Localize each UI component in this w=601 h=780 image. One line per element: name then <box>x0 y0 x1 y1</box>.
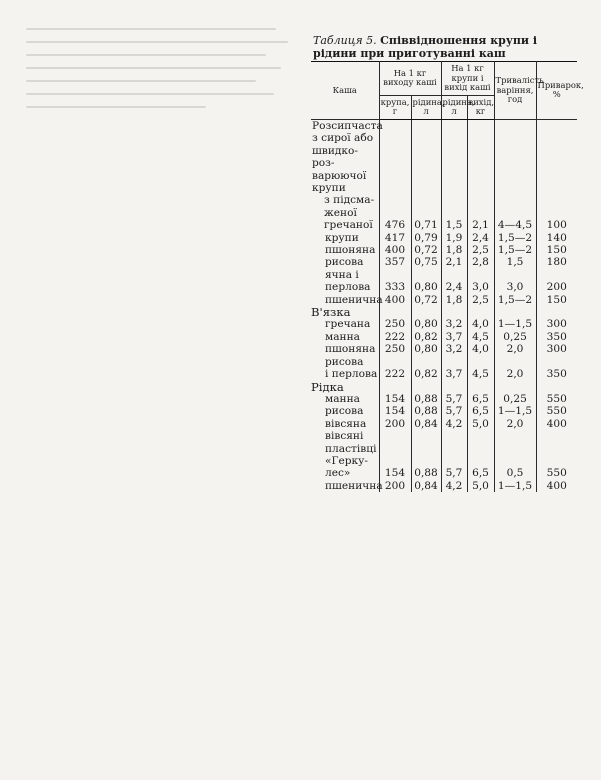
cell-vykhid: 6,5 <box>467 430 494 480</box>
cell-pryvarok: 150 <box>536 294 577 306</box>
table-header <box>311 62 584 120</box>
empty-cell <box>441 306 467 318</box>
cell-time: 2,0 <box>494 343 536 355</box>
row-name <box>311 256 379 268</box>
cell-pryvarok: 400 <box>536 418 577 430</box>
header-ridyna-2: рідина, л <box>441 95 467 119</box>
section-name-line: роз- <box>312 157 335 170</box>
section-name-line: Рідка <box>311 379 344 394</box>
row-name <box>311 356 379 381</box>
row-name <box>311 405 379 417</box>
row-name <box>311 119 383 232</box>
table-caption <box>313 34 575 60</box>
cell-pryvarok: 400 <box>536 480 577 492</box>
row-name <box>311 269 379 294</box>
cell-vykhid: 3,0 <box>467 269 494 294</box>
cell-pryvarok: 140 <box>536 232 577 244</box>
empty-cell <box>467 306 494 318</box>
header-increase: Приварок, % <box>536 62 577 120</box>
cell-r2: 2,1 <box>441 256 467 268</box>
row-name-line: вівсяні <box>325 430 364 443</box>
cell-vykhid: 5,0 <box>467 480 494 492</box>
cell-r1: 0,72 <box>411 244 441 256</box>
row-name-line: перлова <box>325 281 371 294</box>
cell-time: 3,0 <box>494 269 536 294</box>
cell-r1: 0,82 <box>411 356 441 381</box>
table-row <box>311 393 577 405</box>
row-name-line: лес» <box>325 467 351 480</box>
cell-vykhid: 4,5 <box>467 356 494 381</box>
row-name <box>311 479 383 492</box>
table-title: Співвідношення крупи і рідини при приготуванні каш <box>313 34 538 60</box>
table-row <box>311 119 577 231</box>
cell-krupa: 400 <box>379 294 411 306</box>
cell-pryvarok: 550 <box>536 405 577 417</box>
cell-r2: 3,2 <box>441 318 467 330</box>
row-name-line: манна <box>325 392 360 405</box>
cell-time: 1,5—2 <box>494 294 536 306</box>
table-row <box>311 331 577 343</box>
empty-cell <box>379 381 411 393</box>
cell-pryvarok: 550 <box>536 430 577 480</box>
cell-r1: 0,88 <box>411 393 441 405</box>
cell-pryvarok: 150 <box>536 244 577 256</box>
cell-r2: 4,2 <box>441 480 467 492</box>
cell-krupa: 417 <box>379 232 411 244</box>
cell-pryvarok: 300 <box>536 343 577 355</box>
section-name <box>311 306 379 318</box>
cell-krupa: 400 <box>379 244 411 256</box>
table-row <box>311 269 577 294</box>
empty-cell <box>441 381 467 393</box>
cell-r2: 1,8 <box>441 294 467 306</box>
cell-r1: 0,82 <box>411 331 441 343</box>
cell-r1: 0,88 <box>411 430 441 480</box>
cell-r1: 0,80 <box>411 269 441 294</box>
porridge-ratio-table <box>311 61 584 492</box>
cell-vykhid: 4,0 <box>467 318 494 330</box>
cell-r1: 0,79 <box>411 232 441 244</box>
table-row <box>311 244 577 256</box>
row-name-line: «Герку- <box>325 454 368 467</box>
empty-cell <box>411 381 441 393</box>
table-row <box>311 430 577 480</box>
cell-r2: 3,7 <box>441 356 467 381</box>
cell-pryvarok: 200 <box>536 269 577 294</box>
empty-cell <box>494 306 536 318</box>
empty-cell <box>411 306 441 318</box>
section-name-line: швидко- <box>312 144 358 157</box>
cell-r2: 5,7 <box>441 405 467 417</box>
row-name-line: пластівці <box>325 442 377 455</box>
row-name-line: пшоняна <box>325 244 376 257</box>
cell-vykhid: 2,5 <box>467 244 494 256</box>
cell-r2: 1,9 <box>441 232 467 244</box>
header-per-kg-output: На 1 кг виходу каші <box>379 62 441 96</box>
cell-r1: 0,84 <box>411 418 441 430</box>
cell-krupa: 250 <box>379 343 411 355</box>
row-name <box>311 232 379 244</box>
row-name-line: женої <box>324 206 357 219</box>
row-name-line: гречаної <box>324 219 373 232</box>
table-row <box>311 318 577 330</box>
cell-krupa: 250 <box>379 318 411 330</box>
cell-time: 1—1,5 <box>494 480 536 492</box>
cell-r2: 3,2 <box>441 343 467 355</box>
cell-krupa: 222 <box>379 331 411 343</box>
cell-vykhid: 6,5 <box>467 405 494 417</box>
section-name-line: варюючої <box>312 169 367 182</box>
row-name-line: рисова <box>325 405 364 418</box>
row-name <box>311 430 379 480</box>
row-name <box>311 318 379 330</box>
section-name-line: крупи <box>312 182 346 194</box>
cell-time: 0,25 <box>494 393 536 405</box>
cell-r1: 0,80 <box>411 318 441 330</box>
cell-pryvarok: 350 <box>536 331 577 343</box>
cell-krupa: 154 <box>379 430 411 480</box>
row-name-line: пшенична <box>325 479 383 492</box>
cell-pryvarok: 550 <box>536 393 577 405</box>
section-name-line: В'язка <box>311 305 351 320</box>
cell-vykhid: 2,1 <box>467 119 494 231</box>
section-row <box>311 381 577 393</box>
row-name-line: крупи <box>325 231 359 244</box>
table-row <box>311 356 577 381</box>
cell-time: 1,5—2 <box>494 232 536 244</box>
header-vykhid: вихід, кг <box>467 95 494 119</box>
header-per-kg-grain: На 1 кг крупи і вихід каші <box>441 62 494 96</box>
empty-cell <box>379 306 411 318</box>
section-name <box>311 381 379 393</box>
header-duration: Тривалість варіння, год <box>494 62 536 120</box>
cell-krupa: 476 <box>379 119 411 231</box>
cell-time: 0,25 <box>494 331 536 343</box>
cell-krupa: 357 <box>379 256 411 268</box>
empty-cell <box>536 306 577 318</box>
empty-cell <box>494 381 536 393</box>
section-name-line: Розсипчаста <box>312 119 383 132</box>
cell-r1: 0,75 <box>411 256 441 268</box>
cell-r2: 1,8 <box>441 244 467 256</box>
row-name-line: вівсяна <box>325 417 367 430</box>
cell-r1: 0,88 <box>411 405 441 417</box>
table-label: Таблиця 5. <box>313 34 377 47</box>
cell-time: 4—4,5 <box>494 119 536 231</box>
cell-krupa: 154 <box>379 405 411 417</box>
table-row <box>311 405 577 417</box>
cell-vykhid: 2,8 <box>467 256 494 268</box>
cell-vykhid: 2,5 <box>467 294 494 306</box>
row-name-sub <box>312 194 374 231</box>
row-name-line: з підсма- <box>324 194 375 207</box>
section-name-line: з сирої або <box>312 132 374 145</box>
cell-krupa: 333 <box>379 269 411 294</box>
cell-r1: 0,72 <box>411 294 441 306</box>
row-name <box>311 393 379 405</box>
cell-r2: 5,7 <box>441 430 467 480</box>
row-name-line: пшоняна <box>325 343 376 356</box>
table-row <box>311 480 577 492</box>
header-krupa: крупа, г <box>379 95 411 119</box>
table-row <box>311 343 577 355</box>
cell-time: 1—1,5 <box>494 405 536 417</box>
row-name-line: пшенична <box>325 293 383 306</box>
cell-r1: 0,80 <box>411 343 441 355</box>
empty-cell <box>467 381 494 393</box>
reverse-side-bleed <box>26 28 296 119</box>
cell-r2: 2,4 <box>441 269 467 294</box>
cell-vykhid: 4,0 <box>467 343 494 355</box>
cell-r2: 4,2 <box>441 418 467 430</box>
table-row <box>311 232 577 244</box>
header-kasha: Каша <box>311 62 379 120</box>
cell-krupa: 200 <box>379 480 411 492</box>
cell-time: 1,5—2 <box>494 244 536 256</box>
cell-r1: 0,84 <box>411 480 441 492</box>
cell-r1: 0,71 <box>411 119 441 231</box>
cell-pryvarok: 180 <box>536 256 577 268</box>
row-name <box>311 343 379 355</box>
section-row <box>311 306 577 318</box>
cell-krupa: 200 <box>379 418 411 430</box>
cell-pryvarok: 100 <box>536 119 577 231</box>
table-row <box>311 256 577 268</box>
cell-time: 0,5 <box>494 430 536 480</box>
row-name-line: і перлова <box>325 368 378 381</box>
header-ridyna-1: рідина, л <box>411 95 441 119</box>
cell-pryvarok: 350 <box>536 356 577 381</box>
cell-time: 2,0 <box>494 418 536 430</box>
cell-vykhid: 5,0 <box>467 418 494 430</box>
row-name <box>311 244 379 256</box>
table-body <box>311 119 577 492</box>
row-name-line: ячна і <box>325 268 359 281</box>
cell-time: 2,0 <box>494 356 536 381</box>
row-name-line: манна <box>325 330 360 343</box>
row-name-line: гречана <box>325 318 371 331</box>
row-name-line: рисова <box>325 256 364 269</box>
cell-krupa: 154 <box>379 393 411 405</box>
cell-vykhid: 4,5 <box>467 331 494 343</box>
cell-time: 1,5 <box>494 256 536 268</box>
cell-vykhid: 2,4 <box>467 232 494 244</box>
cell-pryvarok: 300 <box>536 318 577 330</box>
cell-vykhid: 6,5 <box>467 393 494 405</box>
row-name <box>311 418 379 430</box>
cell-r2: 5,7 <box>441 393 467 405</box>
table-row <box>311 418 577 430</box>
row-name <box>311 331 379 343</box>
cell-krupa: 222 <box>379 356 411 381</box>
row-name-line: рисова <box>325 355 364 368</box>
cell-time: 1—1,5 <box>494 318 536 330</box>
empty-cell <box>536 381 577 393</box>
cell-r2: 1,5 <box>441 119 467 231</box>
cell-r2: 3,7 <box>441 331 467 343</box>
